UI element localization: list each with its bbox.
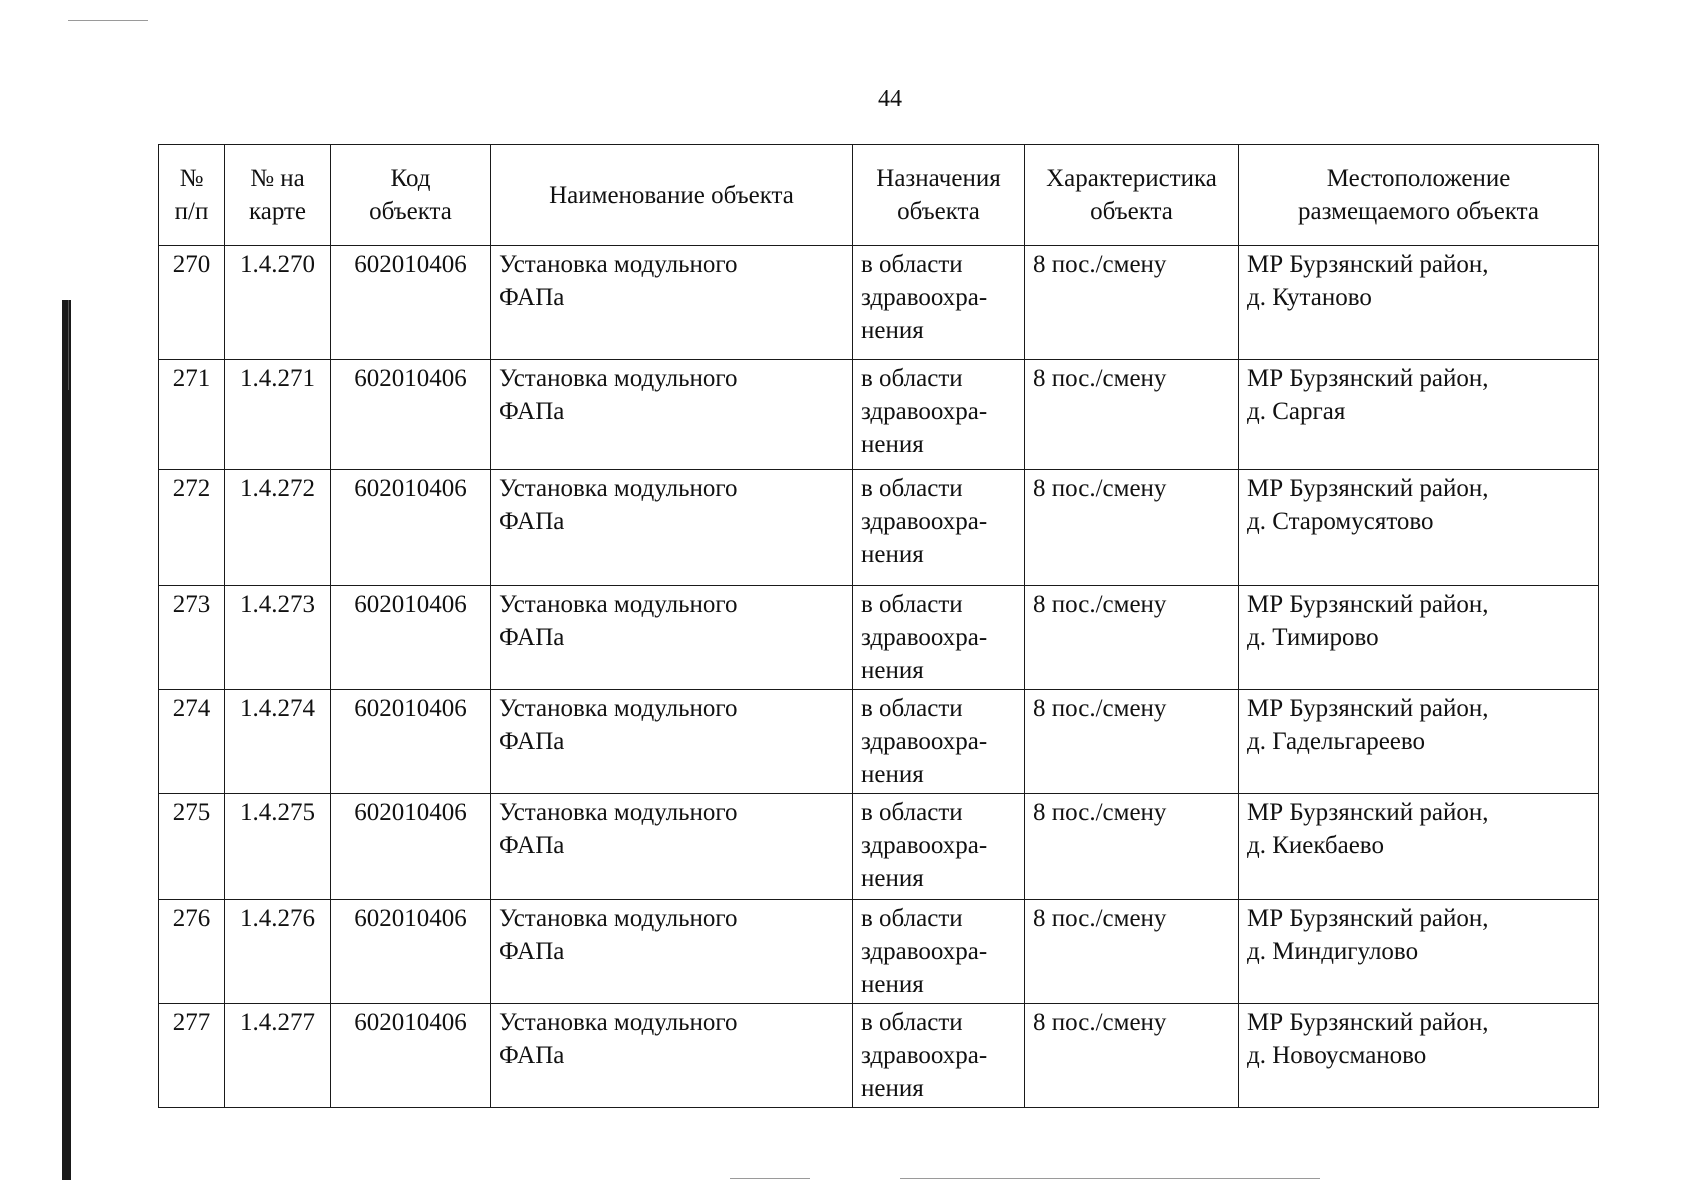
cell-num: 273 — [159, 586, 225, 690]
cell-map: 1.4.271 — [225, 360, 331, 470]
cell-num: 270 — [159, 246, 225, 360]
table-row — [159, 246, 1599, 360]
cell-map: 1.4.275 — [225, 794, 331, 900]
cell-spec: 8 пос./смену — [1025, 900, 1239, 1004]
cell-code: 602010406 — [331, 246, 491, 360]
cell-purpose: в области здравоохра- нения — [853, 586, 1025, 690]
objects-table — [158, 144, 1599, 1108]
cell-map: 1.4.274 — [225, 690, 331, 794]
cell-code: 602010406 — [331, 900, 491, 1004]
cell-name: Установка модульного ФАПа — [491, 470, 853, 586]
cell-location: МР Бурзянский район, д. Миндигулово — [1239, 900, 1599, 1004]
cell-spec: 8 пос./смену — [1025, 1004, 1239, 1108]
scan-bottom-mark — [900, 1178, 1320, 1179]
cell-name: Установка модульного ФАПа — [491, 794, 853, 900]
header-cell: № на карте — [225, 145, 331, 246]
cell-purpose: в области здравоохра- нения — [853, 690, 1025, 794]
cell-location: МР Бурзянский район, д. Тимирово — [1239, 586, 1599, 690]
scan-top-rule — [68, 20, 148, 21]
cell-spec: 8 пос./смену — [1025, 690, 1239, 794]
table-row — [159, 900, 1599, 1004]
cell-num: 272 — [159, 470, 225, 586]
table-row — [159, 1004, 1599, 1108]
cell-map: 1.4.277 — [225, 1004, 331, 1108]
cell-code: 602010406 — [331, 690, 491, 794]
scan-binding-edge — [62, 300, 71, 1180]
cell-code: 602010406 — [331, 360, 491, 470]
cell-code: 602010406 — [331, 1004, 491, 1108]
cell-num: 275 — [159, 794, 225, 900]
cell-spec: 8 пос./смену — [1025, 470, 1239, 586]
cell-num: 277 — [159, 1004, 225, 1108]
cell-name: Установка модульного ФАПа — [491, 690, 853, 794]
cell-map: 1.4.276 — [225, 900, 331, 1004]
table-header-row — [159, 145, 1599, 246]
cell-spec: 8 пос./смену — [1025, 360, 1239, 470]
cell-name: Установка модульного ФАПа — [491, 360, 853, 470]
cell-map: 1.4.270 — [225, 246, 331, 360]
header-cell: Код объекта — [331, 145, 491, 246]
header-cell: Местоположение размещаемого объекта — [1239, 145, 1599, 246]
cell-location: МР Бурзянский район, д. Киекбаево — [1239, 794, 1599, 900]
table-row — [159, 794, 1599, 900]
scan-bottom-mark — [730, 1178, 810, 1179]
cell-location: МР Бурзянский район, д. Старомусятово — [1239, 470, 1599, 586]
cell-name: Установка модульного ФАПа — [491, 586, 853, 690]
cell-purpose: в области здравоохра- нения — [853, 246, 1025, 360]
cell-name: Установка модульного ФАПа — [491, 246, 853, 360]
cell-purpose: в области здравоохра- нения — [853, 1004, 1025, 1108]
cell-purpose: в области здравоохра- нения — [853, 900, 1025, 1004]
table-row — [159, 690, 1599, 794]
cell-code: 602010406 — [331, 470, 491, 586]
cell-location: МР Бурзянский район, д. Новоусманово — [1239, 1004, 1599, 1108]
cell-spec: 8 пос./смену — [1025, 794, 1239, 900]
table-row — [159, 470, 1599, 586]
cell-purpose: в области здравоохра- нения — [853, 794, 1025, 900]
table-row — [159, 360, 1599, 470]
cell-location: МР Бурзянский район, д. Гадельгареево — [1239, 690, 1599, 794]
cell-num: 276 — [159, 900, 225, 1004]
cell-spec: 8 пос./смену — [1025, 246, 1239, 360]
header-cell: Наименование объекта — [491, 145, 853, 246]
cell-code: 602010406 — [331, 794, 491, 900]
cell-location: МР Бурзянский район, д. Кутаново — [1239, 246, 1599, 360]
scan-left-line — [68, 300, 69, 390]
table-row — [159, 586, 1599, 690]
header-cell: № п/п — [159, 145, 225, 246]
cell-purpose: в области здравоохра- нения — [853, 470, 1025, 586]
cell-map: 1.4.273 — [225, 586, 331, 690]
cell-num: 274 — [159, 690, 225, 794]
cell-name: Установка модульного ФАПа — [491, 1004, 853, 1108]
cell-purpose: в области здравоохра- нения — [853, 360, 1025, 470]
header-cell: Характеристика объекта — [1025, 145, 1239, 246]
header-cell: Назначения объекта — [853, 145, 1025, 246]
cell-num: 271 — [159, 360, 225, 470]
cell-code: 602010406 — [331, 586, 491, 690]
cell-name: Установка модульного ФАПа — [491, 900, 853, 1004]
cell-location: МР Бурзянский район, д. Саргая — [1239, 360, 1599, 470]
cell-spec: 8 пос./смену — [1025, 586, 1239, 690]
page-number: 44 — [878, 86, 902, 112]
cell-map: 1.4.272 — [225, 470, 331, 586]
